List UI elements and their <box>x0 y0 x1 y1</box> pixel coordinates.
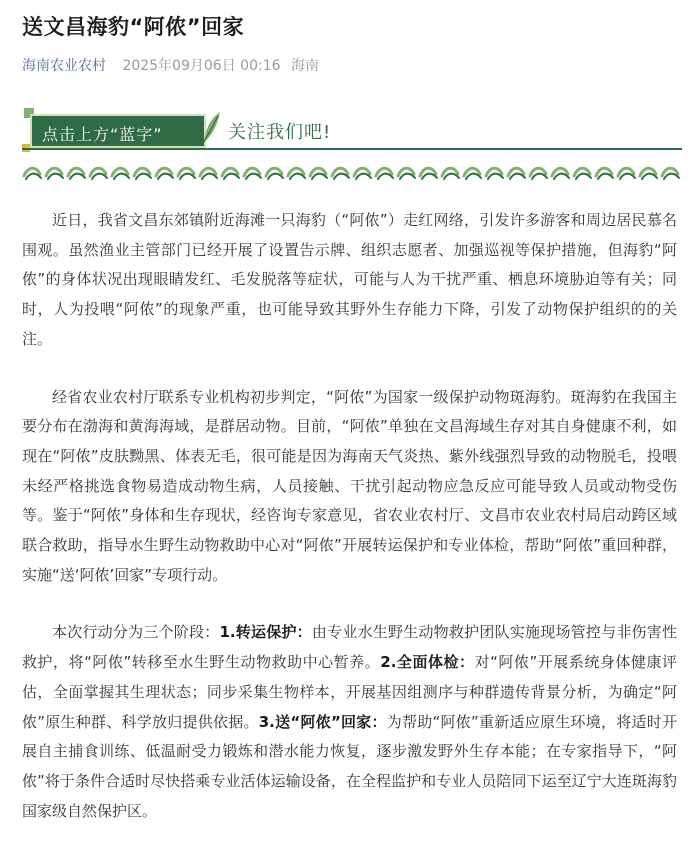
stage-intro: 本次行动分为三个阶段： <box>52 623 220 642</box>
stage-3-text: 为帮助“阿侬”重新适应原生环境，将适时开展自主捕食训练、低温耐受力锻炼和潜水能力恢复，逐步激发野外生存本能；在专家指导下，“阿侬”将于条件合适时尽快搭乘专业活体运输设备，在全程监护和专业人员陪同下运至辽宁大连斑海豹国家级自然保护区。 <box>22 712 678 820</box>
publish-location: 海南 <box>290 58 319 74</box>
banner-prompt-box <box>30 114 206 148</box>
leaf-icon <box>202 110 222 144</box>
banner-prompt-text: 点击上方“蓝字” <box>42 125 163 144</box>
wave-divider <box>22 162 682 182</box>
paragraph-2: 经省农业农村厅联系专业机构初步判定，“阿侬”为国家一级保护动物斑海豹。斑海豹在我国主要分布在渤海和黄海海域，是群居动物。目前，“阿侬”单独在文昌海域生存对其自身健康不利，如现在“阿侬”皮肤黝黑、体表无毛，很可能是因为海南天气炎热、紫外线强烈导致的动物脱毛，投喂未经严格挑选食物易造成动物生病，人员接触、干扰引起动物应急反应可能导致人员或动物受伤等。鉴于“阿侬”身体和生存现状，经咨询专家意见，省农业农村厅、文昌市农业农村局启动跨区域联合救助，指导水生野生动物救助中心对“阿侬”开展转运保护和专业体检，帮助“阿侬”重回种群，实施“送‘阿侬’回家”专项行动。 <box>22 387 677 584</box>
stage-1-text: 由专业水生野生动物救护团队实施现场管控与非伤害性救护，将“阿侬”转移至水生野生动物救助中心暂养。 <box>22 623 677 672</box>
banner-underline <box>22 146 682 152</box>
follow-banner[interactable] <box>22 106 682 186</box>
article-body <box>22 206 677 854</box>
paragraph-3 <box>22 618 677 826</box>
account-name-link[interactable]: 海南农业农村 <box>22 58 106 74</box>
article-meta <box>22 56 319 76</box>
article-title: 送文昌海豹“阿侬”回家 <box>22 15 245 39</box>
banner-follow-text: 关注我们吧! <box>228 122 332 143</box>
publish-date: 2025年09月06日 00:16 <box>122 58 281 74</box>
stage-3-heading: 3.送“阿侬”回家： <box>258 712 387 731</box>
paragraph-1: 近日，我省文昌东郊镇附近海滩一只海豹（“阿侬”）走红网络，引发许多游客和周边居民慕名围观。虽然渔业主管部门已经开展了设置告示牌、组织志愿者、加强巡视等保护措施，但海豹“阿侬”的身体状况出现眼睛发红、毛发脱落等症状，可能与人为干扰严重、栖息环境胁迫等有关；同时，人为投喂“阿侬”的现象严重，也可能导致其野外生存能力下降，引发了动物保护组织的的关注。 <box>22 211 677 348</box>
stage-2-text: 对“阿侬”开展系统身体健康评估，全面掌握其生理状态；同步采集生物样本，开展基因组测序与种群遗传背景分析，为确定“阿侬”原生种群、科学放归提供依据。 <box>22 653 678 731</box>
stage-1-heading: 1.转运保护： <box>219 623 312 642</box>
stage-2-heading: 2.全面体检： <box>380 653 475 672</box>
